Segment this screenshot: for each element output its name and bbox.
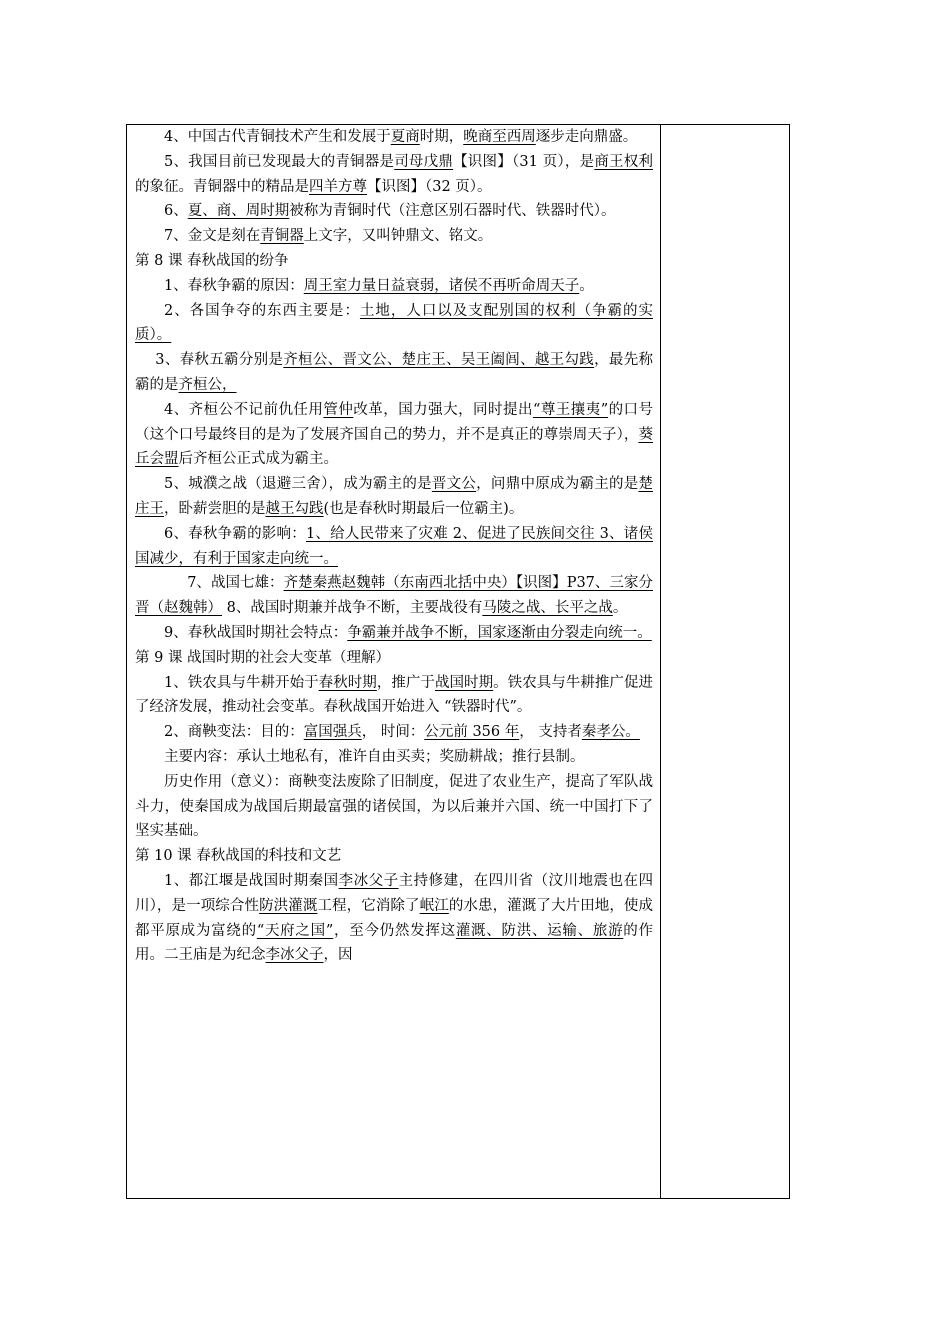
paragraph-4: 4、中国古代青铜技术产生和发展于夏商时期，晚商至西周逐步走向鼎盛。 bbox=[164, 129, 638, 145]
content-cell bbox=[135, 125, 653, 1197]
lesson-8-item-7: 7、战国七雄：齐楚秦燕赵魏韩（东南西北括中央）【识图】P37、三家分晋（赵魏韩） 8、战国时期兼并战争不断，主要战役有马陵之战、长平之战。 bbox=[135, 575, 653, 617]
lesson-9-heading: 第 9 课 战国时期的社会大变革（理解） bbox=[135, 649, 391, 666]
notes-table bbox=[126, 124, 790, 1199]
lesson-10-item-1: 1、都江堰是战国时期秦国李冰父子主持修建，在四川省（汶川地震也在四川），是一项综合性防洪灌溉工程，它消除了岷江的水患，灌溉了大片田地，使成都平原成为富绕的“天府之国”，至今仍然发挥这灌溉、防洪、运输、旅游的作用。二王庙是为纪念李冰父子，因 bbox=[135, 872, 653, 964]
column-divider bbox=[660, 125, 661, 1198]
lesson-8-item-6: 6、春秋争霸的影响：1、给人民带来了灾难 2、促进了民族间交往 3、诸侯国减少，有利于国家走向统一。 bbox=[135, 525, 653, 567]
lesson-8-item-2: 2、各国争夺的东西主要是：土地，人口以及支配别国的权利（争霸的实质）。 bbox=[135, 302, 653, 344]
lesson-9-item-2: 2、商鞅变法：目的：富国强兵， 时间：公元前 356 年， 支持者秦孝公。 bbox=[164, 724, 640, 741]
lesson-8-item-3: 3、春秋五霸分别是齐桓公、晋文公、楚庄王、吴王阖闾、越王勾践，最先称霸的是齐桓公， bbox=[135, 352, 653, 393]
lesson-8-heading: 第 8 课 春秋战国的纷争 bbox=[135, 252, 289, 269]
lesson-9-item-1: 1、铁农具与牛耕开始于春秋时期，推广于战国时期。铁农具与牛耕推广促进了经济发展，推动社会变革。春秋战国开始进入 “铁器时代”。 bbox=[135, 674, 653, 716]
lesson-10-heading: 第 10 课 春秋战国的科技和文艺 bbox=[135, 848, 342, 865]
lesson-8-item-9: 9、春秋战国时期社会特点：争霸兼并战争不断，国家逐渐由分裂走向统一。 bbox=[164, 624, 652, 641]
lesson-9-significance: 历史作用（意义）：商鞅变法废除了旧制度，促进了农业生产，提高了军队战斗力，使秦国成为战国后期最富强的诸侯国，为以后兼并六国、统一中国打下了坚实基础。 bbox=[135, 773, 653, 840]
lesson-9-main-content: 主要内容：承认土地私有，准许自由买卖；奖励耕战；推行县制。 bbox=[164, 748, 585, 765]
paragraph-7: 7、金文是刻在青铜器上文字，又叫钟鼎文、铭文。 bbox=[164, 228, 493, 245]
paragraph-5: 5、我国目前已发现最大的青铜器是司母戊鼎【识图】（31 页），是商王权利的象征。青铜器中的精品是四羊方尊【识图】（32 页）。 bbox=[135, 153, 653, 195]
lesson-8-item-1: 1、春秋争霸的原因：周王室力量日益衰弱，诸侯不再听命周天子。 bbox=[164, 277, 594, 294]
paragraph-6: 6、夏、商、周时期被称为青铜时代（注意区别石器时代、铁器时代）。 bbox=[164, 203, 616, 220]
lesson-8-item-5: 5、城濮之战（退避三舍），成为霸主的是晋文公，问鼎中原成为霸主的是楚庄王，卧薪尝胆的是越王勾践(也是春秋时期最后一位霸主)。 bbox=[135, 476, 653, 517]
lesson-8-item-4: 4、齐桓公不记前仇任用管仲改革，国力强大，同时提出“尊王攘夷”的口号（这个口号最终目的是为了发展齐国自己的势力，并不是真正的尊崇周天子），葵丘会盟后齐桓公正式成为霸主。 bbox=[135, 401, 653, 468]
